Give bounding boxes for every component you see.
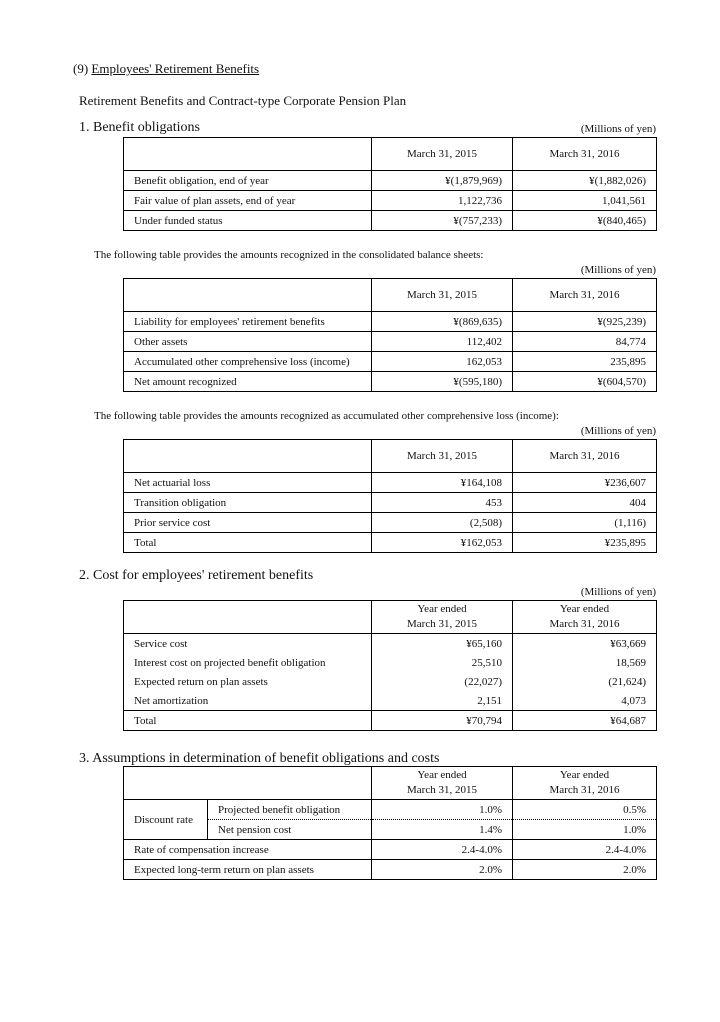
row-label: Benefit obligation, end of year bbox=[124, 171, 372, 191]
row-label: Total bbox=[124, 711, 372, 731]
section-title: Employees' Retirement Benefits bbox=[91, 61, 260, 76]
cell-value: ¥(1,882,026) bbox=[513, 171, 657, 191]
row-label: Other assets bbox=[124, 332, 372, 352]
row-label: Net amortization bbox=[124, 691, 372, 711]
cell-value: ¥235,895 bbox=[513, 533, 657, 553]
col-header: March 31, 2016 bbox=[513, 279, 657, 312]
row-label: Expected long-term return on plan assets bbox=[124, 860, 372, 880]
row-label: Under funded status bbox=[124, 211, 372, 231]
row-label: Liability for employees' retirement benefits bbox=[124, 312, 372, 332]
cell-value: ¥(757,233) bbox=[372, 211, 513, 231]
table-row bbox=[124, 352, 657, 372]
assumptions-table bbox=[123, 766, 657, 880]
table-row bbox=[124, 473, 657, 493]
cell-value: 404 bbox=[513, 493, 657, 513]
table-header-row bbox=[124, 279, 657, 312]
unit-label: (Millions of yen) bbox=[580, 586, 656, 598]
cell-value: ¥(840,465) bbox=[513, 211, 657, 231]
cell-value: 1.4% bbox=[372, 820, 513, 840]
table-row bbox=[124, 672, 657, 691]
row-label: Total bbox=[124, 533, 372, 553]
balance-sheet-intro: The following table provides the amounts recognized in the consolidated balance sheets: bbox=[94, 249, 484, 261]
cell-value: ¥(925,239) bbox=[513, 312, 657, 332]
row-label: Prior service cost bbox=[124, 513, 372, 533]
table-row bbox=[124, 513, 657, 533]
cell-value: 235,895 bbox=[513, 352, 657, 372]
row-label: Interest cost on projected benefit obligation bbox=[124, 653, 372, 672]
cell-value: ¥64,687 bbox=[513, 711, 657, 731]
table-row bbox=[124, 860, 657, 880]
unit-label: (Millions of yen) bbox=[580, 425, 656, 437]
row-label: Projected benefit obligation bbox=[208, 800, 372, 820]
col-header: Year ended March 31, 2016 bbox=[513, 601, 657, 634]
row-label: Net amount recognized bbox=[124, 372, 372, 392]
aoci-table bbox=[123, 439, 657, 553]
row-label: Net pension cost bbox=[208, 820, 372, 840]
table-row bbox=[124, 634, 657, 654]
row-label: Transition obligation bbox=[124, 493, 372, 513]
table-row bbox=[124, 171, 657, 191]
cell-value: 162,053 bbox=[372, 352, 513, 372]
section-number: (9) bbox=[73, 61, 89, 76]
cell-value: 2,151 bbox=[372, 691, 513, 711]
assumptions-heading: 3. Assumptions in determination of benefit obligations and costs bbox=[79, 751, 440, 766]
cell-value: 1.0% bbox=[372, 800, 513, 820]
cell-value: 1.0% bbox=[513, 820, 657, 840]
cell-value: ¥(604,570) bbox=[513, 372, 657, 392]
balance-sheet-table bbox=[123, 278, 657, 392]
table-header-row bbox=[124, 138, 657, 171]
col-header: March 31, 2015 bbox=[372, 279, 513, 312]
col-header: March 31, 2015 bbox=[372, 138, 513, 171]
row-label: Net actuarial loss bbox=[124, 473, 372, 493]
cell-value: 0.5% bbox=[513, 800, 657, 820]
cell-value: 18,569 bbox=[513, 653, 657, 672]
table-row bbox=[124, 493, 657, 513]
table-row bbox=[124, 691, 657, 711]
col-header: March 31, 2016 bbox=[513, 138, 657, 171]
discount-rate-label: Discount rate bbox=[124, 800, 208, 840]
cell-value: 25,510 bbox=[372, 653, 513, 672]
aoci-intro: The following table provides the amounts recognized as accumulated other comprehensive loss (income): bbox=[94, 410, 559, 422]
cell-value: ¥(595,180) bbox=[372, 372, 513, 392]
cell-value: 4,073 bbox=[513, 691, 657, 711]
cost-table bbox=[123, 600, 657, 731]
cell-value: (2,508) bbox=[372, 513, 513, 533]
cell-value: 453 bbox=[372, 493, 513, 513]
cell-value: (21,624) bbox=[513, 672, 657, 691]
table-header-row bbox=[124, 601, 657, 634]
row-label: Accumulated other comprehensive loss (income) bbox=[124, 352, 372, 372]
cost-heading: 2. Cost for employees' retirement benefits bbox=[79, 568, 314, 583]
table-row bbox=[124, 800, 657, 820]
table-row bbox=[124, 312, 657, 332]
unit-label: (Millions of yen) bbox=[580, 264, 656, 276]
col-header: Year ended March 31, 2015 bbox=[372, 767, 513, 800]
section-subtitle: Retirement Benefits and Contract-type Corporate Pension Plan bbox=[79, 93, 407, 108]
row-label: Expected return on plan assets bbox=[124, 672, 372, 691]
benefit-obligations-heading: 1. Benefit obligations bbox=[79, 120, 200, 135]
table-total-row bbox=[124, 711, 657, 731]
cell-value: ¥65,160 bbox=[372, 634, 513, 654]
cell-value: 2.0% bbox=[513, 860, 657, 880]
cell-value: 112,402 bbox=[372, 332, 513, 352]
cell-value: ¥162,053 bbox=[372, 533, 513, 553]
cell-value: ¥(1,879,969) bbox=[372, 171, 513, 191]
cell-value: 2.4-4.0% bbox=[372, 840, 513, 860]
section-heading bbox=[73, 61, 259, 77]
table-row bbox=[124, 840, 657, 860]
table-row bbox=[124, 211, 657, 231]
cell-value: ¥(869,635) bbox=[372, 312, 513, 332]
row-label: Service cost bbox=[124, 634, 372, 654]
table-row bbox=[124, 191, 657, 211]
table-row bbox=[124, 372, 657, 392]
table-row bbox=[124, 653, 657, 672]
cell-value: ¥70,794 bbox=[372, 711, 513, 731]
cell-value: (1,116) bbox=[513, 513, 657, 533]
col-header: Year ended March 31, 2015 bbox=[372, 601, 513, 634]
col-header: March 31, 2016 bbox=[513, 440, 657, 473]
unit-label: (Millions of yen) bbox=[580, 123, 656, 135]
row-label: Fair value of plan assets, end of year bbox=[124, 191, 372, 211]
cell-value: 84,774 bbox=[513, 332, 657, 352]
table-row bbox=[124, 533, 657, 553]
row-label: Rate of compensation increase bbox=[124, 840, 372, 860]
col-header: March 31, 2015 bbox=[372, 440, 513, 473]
col-header: Year ended March 31, 2016 bbox=[513, 767, 657, 800]
cell-value: (22,027) bbox=[372, 672, 513, 691]
benefit-obligations-table bbox=[123, 137, 657, 231]
cell-value: 1,041,561 bbox=[513, 191, 657, 211]
cell-value: 2.0% bbox=[372, 860, 513, 880]
table-header-row bbox=[124, 767, 657, 800]
cell-value: ¥236,607 bbox=[513, 473, 657, 493]
cell-value: 2.4-4.0% bbox=[513, 840, 657, 860]
table-header-row bbox=[124, 440, 657, 473]
cell-value: ¥164,108 bbox=[372, 473, 513, 493]
cell-value: ¥63,669 bbox=[513, 634, 657, 654]
cell-value: 1,122,736 bbox=[372, 191, 513, 211]
table-row bbox=[124, 332, 657, 352]
